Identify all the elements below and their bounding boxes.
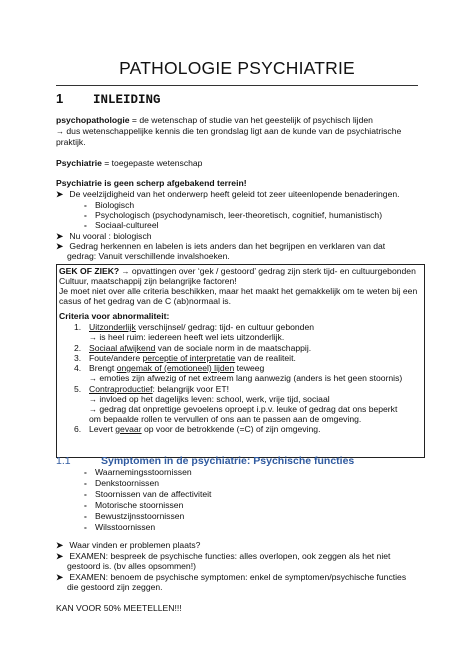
- title-rule: [56, 85, 418, 86]
- arrow-icon: →: [56, 127, 64, 136]
- psy-term: Psychiatrie: [56, 158, 102, 168]
- bullet-icon: ➤: [56, 241, 64, 251]
- arrow-icon: →: [89, 405, 97, 414]
- criterion-text: van de sociale norm in de maatschappij.: [155, 343, 312, 353]
- function-text: Wilsstoornissen: [95, 522, 156, 532]
- criterion-4-sub: [89, 373, 402, 384]
- dash-icon: -: [84, 478, 87, 488]
- criterion-5-sub-cont: om bepaalde rollen te vervullen of ons aan te passen aan de omgeving.: [89, 414, 362, 424]
- section-heading: [56, 455, 354, 467]
- box-line: Je moet niet over alle criteria beschikken, maar het maakt het gemakkelijk om te weten bij een: [59, 286, 418, 296]
- arrow-icon: →: [89, 374, 97, 383]
- criterion-text: verschijnsel/ gedrag: tijd- en cultuur gebonden: [135, 322, 315, 332]
- heading-number: 1: [56, 91, 64, 106]
- sub-item: [84, 220, 159, 231]
- bullet-icon: ➤: [56, 540, 64, 550]
- bullet-text: Gedrag herkennen en labelen is iets anders dan het begrijpen en verklaren van dat: [67, 241, 386, 251]
- box-line: Cultuur, maatschappij zijn belangrijke factoren!: [59, 276, 237, 286]
- criterion-text: Brengt: [89, 363, 117, 373]
- function-item: [84, 478, 159, 489]
- criterion-text: op voor de betrokkende (=C) of zijn omgeving.: [141, 424, 321, 434]
- psychiatrie-line: [56, 158, 202, 169]
- criterion-sub-text: is heel ruim: iedereen heeft wel iets uitzonderlijk.: [97, 332, 285, 342]
- dash-icon: -: [84, 467, 87, 477]
- criterion-text: Foute/andere: [89, 353, 143, 363]
- box-heading: GEK OF ZIEK?: [59, 266, 120, 276]
- bullet-icon: ➤: [56, 551, 64, 561]
- heading-text: INLEIDING: [93, 93, 161, 107]
- exam-text: EXAMEN: benoem de psychische symptomen: enkel de symptomen/psychische functies: [67, 572, 407, 582]
- criterion-keyword: perceptie of interpretatie: [142, 353, 236, 363]
- psy-rest: = toegepaste wetenschap: [101, 158, 203, 168]
- dash-icon: -: [84, 522, 87, 532]
- bold-statement: Psychiatrie is geen scherp afgebakend terrein!: [56, 178, 247, 188]
- arrow-icon: →: [89, 395, 97, 404]
- exam-item: [56, 540, 200, 551]
- section-number: 1.1: [56, 455, 71, 467]
- function-item: [84, 500, 183, 511]
- exam-text: Waar vinden er problemen plaats?: [67, 540, 201, 550]
- criterion-number: 6.: [74, 424, 82, 434]
- criterion-keyword: gevaar: [115, 424, 142, 434]
- sub-text: Psychologisch (psychodynamisch, leer-theoretisch, cognitief, humanistisch): [95, 210, 383, 220]
- criterion-keyword: Uitzonderlijk: [89, 322, 136, 332]
- criterion-number: 4.: [74, 363, 82, 373]
- dash-icon: -: [84, 511, 87, 521]
- criterion-number: 5.: [74, 384, 82, 394]
- criterion-keyword: ongemak of (emotioneel) lijden: [116, 363, 235, 373]
- sub-text: Sociaal-cultureel: [95, 220, 159, 230]
- criteria-title: Criteria voor abnormaliteit:: [59, 311, 170, 321]
- exam-continuation: gestoord is. (bv alles opsommen!): [67, 561, 196, 571]
- definition-line: [56, 115, 373, 126]
- exam-text: EXAMEN: bespreek de psychische functies: alles overlopen, ook zeggen als het niet: [67, 551, 391, 561]
- criterion-1-sub: [89, 332, 284, 343]
- criterion-6: [74, 424, 320, 435]
- criterion-keyword: Contraproductief: [89, 384, 153, 394]
- exam-continuation: die gestoord zijn zeggen.: [67, 582, 163, 592]
- criterion-sub-text: gedrag dat onprettige gevoelens oproept i.p.v. leuke of gedrag dat ons beperkt: [97, 404, 398, 414]
- criterion-number: 2.: [74, 343, 82, 353]
- criterion-number: 3.: [74, 353, 82, 363]
- bullet-continuation: gedrag: Vanuit verschillende invalshoeken.: [67, 251, 230, 261]
- criterion-keyword: Sociaal afwijkend: [89, 343, 156, 353]
- criterion-text: Levert: [89, 424, 116, 434]
- function-text: Denkstoornissen: [95, 478, 160, 488]
- criterion-text: teweeg: [234, 363, 265, 373]
- def-rest: = de wetenschap of studie van het geestelijk of psychisch lijden: [129, 115, 373, 125]
- bullet-icon: ➤: [56, 231, 64, 241]
- section-title: Symptomen in de psychiatrie: Psychische functies: [101, 455, 355, 467]
- criterion-text: van de realiteit.: [235, 353, 296, 363]
- bullet-text: De veelzijdigheid van het onderwerp heeft geleid tot zeer uiteenlopende benaderingen.: [67, 189, 400, 199]
- bullet-text: Nu vooral : biologisch: [67, 231, 152, 241]
- criterion-number: 1.: [74, 322, 82, 332]
- arrow-icon: →: [89, 333, 97, 342]
- dash-icon: -: [84, 200, 87, 210]
- box-text: opvattingen over ‘gek / gestoord’ gedrag zijn sterk tijd- en cultuurgebonden: [129, 266, 416, 276]
- function-text: Motorische stoornissen: [95, 500, 184, 510]
- definition-line-3: praktijk.: [56, 137, 86, 147]
- function-item: [84, 489, 211, 500]
- dash-icon: -: [84, 210, 87, 220]
- function-text: Bewustzijnsstoornissen: [95, 511, 185, 521]
- function-item: [84, 467, 192, 478]
- definition-line-2: [56, 126, 401, 137]
- criterion-sub-text: emoties zijn afwezig of net extreem lang aanwezig (anders is het geen stoornis): [97, 373, 403, 383]
- dash-icon: -: [84, 220, 87, 230]
- heading-inleiding: [56, 91, 161, 107]
- function-text: Stoornissen van de affectiviteit: [95, 489, 212, 499]
- dash-icon: -: [84, 500, 87, 510]
- def-line2: dus wetenschappelijke kennis die ten grondslag ligt aan de kunde van de psychiatrische: [64, 126, 402, 136]
- function-item: [84, 511, 184, 522]
- bullet-item: [56, 189, 400, 200]
- function-item: [84, 522, 155, 533]
- footer-note: KAN VOOR 50% MEETELLEN!!!: [56, 603, 182, 613]
- criterion-sub-text: invloed op het dagelijks leven: school, werk, vrije tijd, sociaal: [97, 394, 330, 404]
- sub-text: Biologisch: [95, 200, 135, 210]
- dash-icon: -: [84, 489, 87, 499]
- box-line: casus of het gedrag van de C (ab)normaal is.: [59, 296, 231, 306]
- bullet-icon: ➤: [56, 572, 64, 582]
- bullet-icon: ➤: [56, 189, 64, 199]
- page-title: PATHOLOGIE PSYCHIATRIE: [119, 58, 355, 78]
- function-text: Waarnemingsstoornissen: [95, 467, 192, 477]
- arrow-icon: →: [121, 267, 130, 276]
- def-term: psychopathologie: [56, 115, 130, 125]
- criterion-text: : belangrijk voor ET!: [152, 384, 229, 394]
